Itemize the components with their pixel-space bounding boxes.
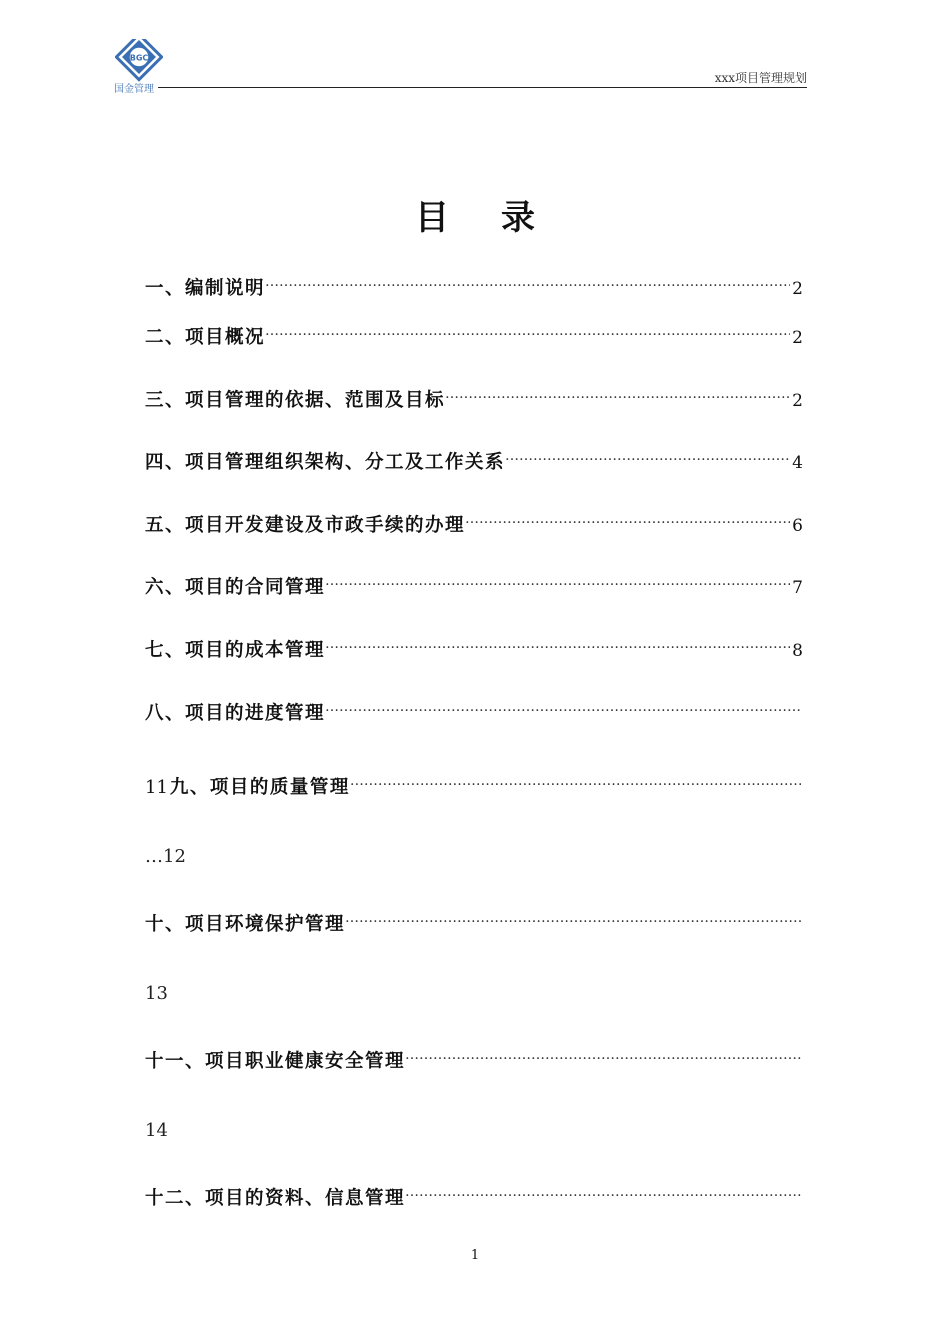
toc-leader [265,321,790,343]
toc-entry-page: 7 [792,578,803,598]
toc-leader [325,634,790,656]
toc-entry[interactable] [145,1045,803,1071]
toc-entry-label: 四、项目管理组织架构、分工及工作关系 [145,452,506,473]
toc-entry-label: 七、项目的成本管理 [145,640,326,661]
toc-entry[interactable] [145,1182,803,1208]
toc-entry[interactable] [145,272,803,298]
toc-leader [325,571,790,593]
toc-leader [465,509,790,531]
toc-entry-page: 2 [792,328,803,348]
toc-entry[interactable] [145,321,803,347]
toc-entry-label: 三、项目管理的依据、范围及目标 [145,390,446,411]
toc-entry-page: 8 [792,641,803,661]
toc-entry-page-prefix: 11 [145,777,168,798]
toc-entry-page: 2 [792,391,803,411]
toc-leader [265,272,790,294]
toc-entry-label: 一、编制说明 [145,278,266,299]
toc-leader [505,446,790,468]
toc-page-continuation: 13 [145,983,168,1004]
toc-leader [405,1045,801,1067]
toc-leader [345,908,801,930]
toc-entry-label: 十、项目环境保护管理 [145,914,346,935]
toc-page-continuation: …12 [145,846,186,867]
toc-entry-label: 八、项目的进度管理 [145,703,326,724]
toc-entry-label: 二、项目概况 [145,327,266,348]
toc-entry[interactable] [145,509,803,535]
logo-caption: 国金管理 [114,84,154,95]
toc-leader [445,384,790,406]
toc-page-continuation: 14 [145,1120,168,1141]
toc-entry[interactable] [145,446,803,472]
toc-title: 目录 [415,198,587,238]
toc-entry-label: 九、项目的质量管理 [169,777,350,798]
toc-entry[interactable] [145,697,803,723]
toc-entry[interactable] [145,634,803,660]
toc-leader [325,697,801,719]
toc-entry-page: 4 [792,453,803,473]
header-rule [158,87,807,88]
toc-entry[interactable] [145,771,803,797]
toc-leader [350,771,801,793]
logo-text: BGC [129,53,149,63]
document-header-title: xxx项目管理规划 [714,71,807,85]
toc-entry-label: 十二、项目的资料、信息管理 [145,1188,406,1209]
toc-entry[interactable] [145,571,803,597]
toc-entry[interactable] [145,384,803,410]
page-number: 1 [470,1248,480,1263]
toc-entry-page: 6 [792,516,803,536]
toc-entry-label: 十一、项目职业健康安全管理 [145,1051,406,1072]
toc-entry-label: 五、项目开发建设及市政手续的办理 [145,515,466,536]
toc-entry-page: 2 [792,279,803,299]
toc-entry[interactable] [145,908,803,934]
toc-leader [405,1182,801,1204]
toc-entry-label: 六、项目的合同管理 [145,577,326,598]
